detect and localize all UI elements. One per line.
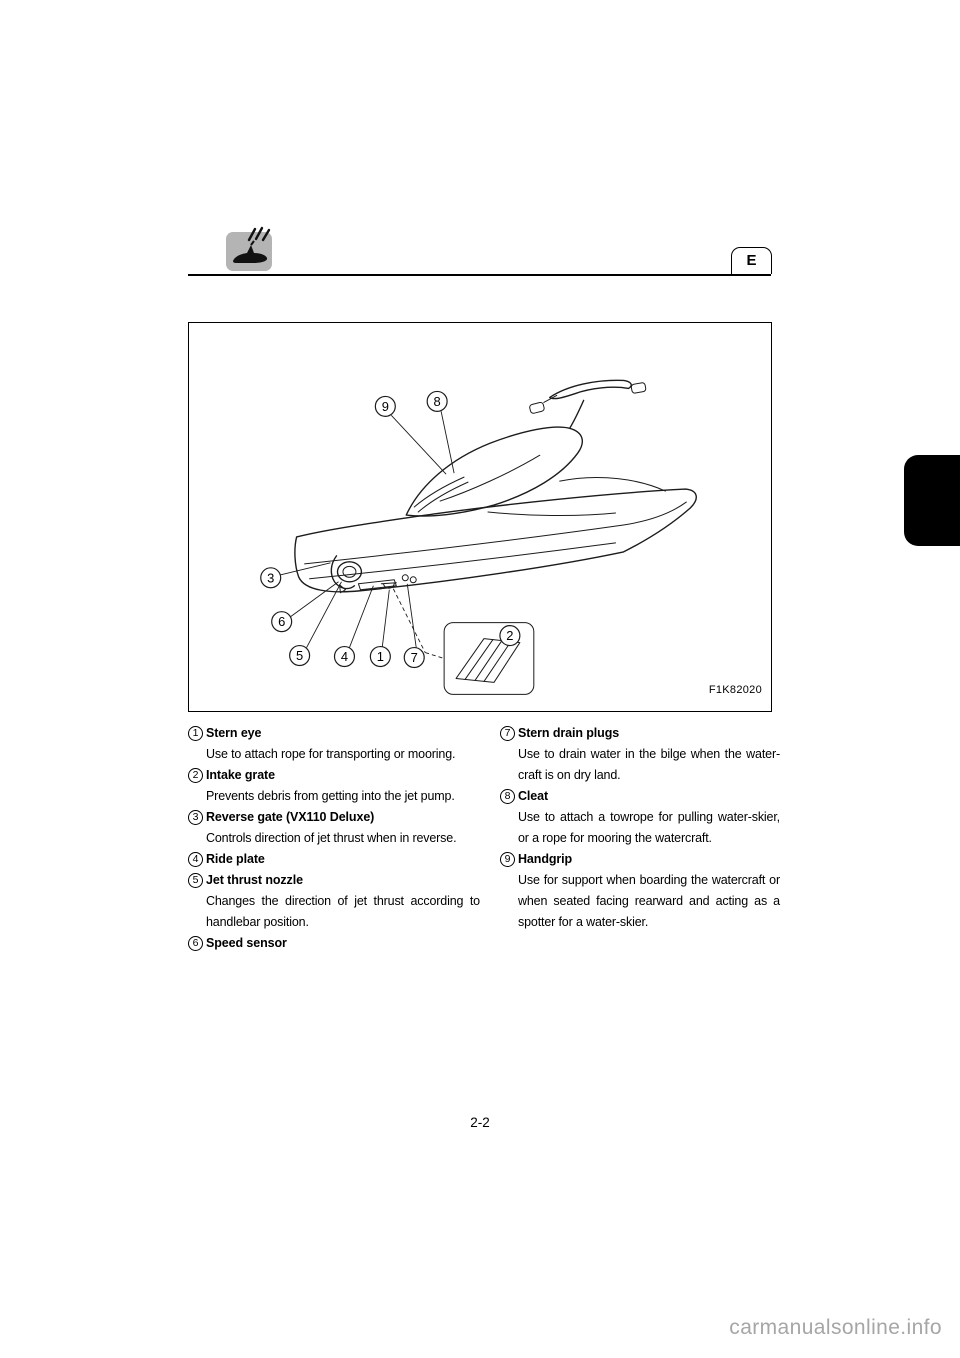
figure-code: F1K82020: [708, 684, 762, 696]
legend-item-handgrip: [500, 849, 780, 933]
item-desc: Use to attach rope for transporting or mooring.: [206, 747, 456, 761]
legend-item-cleat: [500, 786, 780, 849]
callout-8: [427, 391, 447, 411]
callout-9: [375, 396, 395, 416]
svg-text:2: 2: [506, 628, 514, 644]
item-number-badge: 2: [188, 768, 203, 783]
item-title: Handgrip: [518, 852, 573, 866]
svg-text:8: 8: [433, 393, 441, 409]
item-number-badge: 1: [188, 726, 203, 741]
svg-text:3: 3: [267, 570, 275, 586]
svg-text:7: 7: [410, 650, 418, 666]
chapter-tab: [904, 455, 960, 546]
figure-box: [188, 322, 772, 712]
language-tab: E: [731, 247, 772, 274]
item-number-badge: 9: [500, 852, 515, 867]
svg-text:9: 9: [381, 398, 389, 414]
watercraft-diagram: [189, 323, 771, 711]
legend-item-stern-drain-plugs: [500, 723, 780, 786]
svg-text:6: 6: [278, 614, 286, 630]
legend-item-jet-thrust-nozzle: [188, 870, 480, 933]
legend-item-reverse-gate: [188, 807, 480, 849]
item-desc: Use for support when boarding the watercraft or when seated facing rearward and acting as a spotter for a water-skier.: [518, 873, 780, 929]
callout-4: [335, 647, 355, 667]
item-number-badge: 4: [188, 852, 203, 867]
item-title: Stern drain plugs: [518, 726, 620, 740]
callout-5: [290, 646, 310, 666]
item-number-badge: 8: [500, 789, 515, 804]
intake-grate-inset: [444, 623, 534, 695]
legend-column-left: [188, 723, 480, 954]
item-number-badge: 5: [188, 873, 203, 888]
item-number-badge: 3: [188, 810, 203, 825]
callout-2: [500, 626, 520, 646]
legend-item-stern-eye: [188, 723, 480, 765]
watercraft-outline: [295, 380, 696, 592]
watermark: carmanualsonline.info: [729, 1316, 942, 1339]
legend-column-right: [500, 723, 780, 954]
callout-1: [370, 647, 390, 667]
callout-3: [261, 568, 281, 588]
item-desc: Changes the direction of jet thrust according to handlebar position.: [206, 894, 480, 929]
svg-text:1: 1: [376, 649, 384, 665]
item-desc: Controls direction of jet thrust when in reverse.: [206, 831, 457, 845]
svg-text:5: 5: [296, 648, 304, 664]
item-title: Reverse gate (VX110 Deluxe): [206, 810, 375, 824]
page-number: 2-2: [470, 1115, 490, 1130]
item-desc: Use to attach a towrope for pulling water-skier, or a rope for mooring the watercraft.: [518, 810, 780, 845]
item-number-badge: 7: [500, 726, 515, 741]
callout-6: [272, 612, 292, 632]
item-title: Stern eye: [206, 726, 262, 740]
item-title: Ride plate: [206, 852, 265, 866]
item-desc: Prevents debris from getting into the jet pump.: [206, 789, 455, 803]
watercraft-icon: [224, 224, 274, 274]
item-title: Speed sensor: [206, 936, 287, 950]
legend-item-ride-plate: [188, 849, 480, 870]
callout-7: [404, 648, 424, 668]
parts-legend: [188, 723, 780, 954]
item-title: Intake grate: [206, 768, 275, 782]
item-title: Cleat: [518, 789, 549, 803]
legend-item-speed-sensor: [188, 933, 480, 954]
header-rule: [188, 274, 771, 276]
legend-item-intake-grate: [188, 765, 480, 807]
item-desc: Use to drain water in the bilge when the water-craft is on dry land.: [518, 747, 780, 782]
item-title: Jet thrust nozzle: [206, 873, 303, 887]
svg-text:4: 4: [340, 649, 349, 665]
item-number-badge: 6: [188, 936, 203, 951]
